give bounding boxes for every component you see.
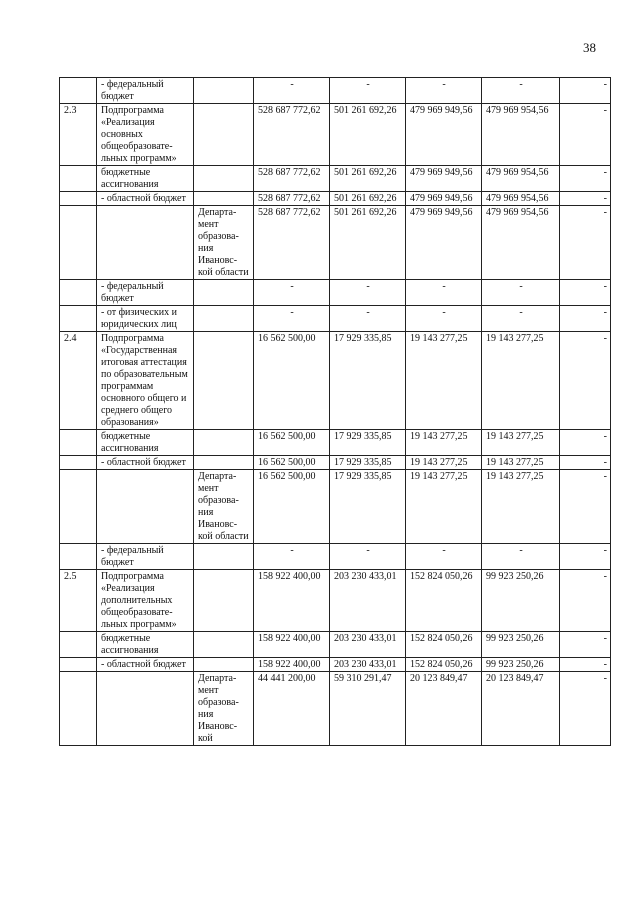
year-3-value-cell: 20 123 849,47 <box>406 672 482 746</box>
year-5-value-cell: - <box>560 672 611 746</box>
indicator-name-cell: - областной бюджет <box>97 658 194 672</box>
year-4-value-cell: 99 923 250,26 <box>482 658 560 672</box>
executor-cell: Департа-мент образова-ния Ивановс-кой области <box>194 470 254 544</box>
year-4-value-cell: - <box>482 78 560 104</box>
executor-cell <box>194 104 254 166</box>
year-1-value-cell: 16 562 500,00 <box>254 456 330 470</box>
year-5-value-cell: - <box>560 206 611 280</box>
indicator-name-cell <box>97 206 194 280</box>
year-4-value-cell: 19 143 277,25 <box>482 332 560 430</box>
year-4-value-cell: 20 123 849,47 <box>482 672 560 746</box>
budget-table-body <box>60 78 611 746</box>
year-5-value-cell: - <box>560 192 611 206</box>
indicator-name-cell: Подпрограмма «Реализация основных общеобразовате-льных программ» <box>97 104 194 166</box>
row-number-cell <box>60 206 97 280</box>
year-2-value-cell: 501 261 692,26 <box>330 192 406 206</box>
year-3-value-cell: 152 824 050,26 <box>406 658 482 672</box>
executor-cell <box>194 570 254 632</box>
executor-cell <box>194 456 254 470</box>
year-1-value-cell: 16 562 500,00 <box>254 470 330 544</box>
year-3-value-cell: 152 824 050,26 <box>406 632 482 658</box>
year-2-value-cell: 59 310 291,47 <box>330 672 406 746</box>
year-3-value-cell: 479 969 949,56 <box>406 206 482 280</box>
year-1-value-cell: - <box>254 544 330 570</box>
year-1-value-cell: 16 562 500,00 <box>254 332 330 430</box>
year-2-value-cell: - <box>330 78 406 104</box>
row-number-cell <box>60 456 97 470</box>
year-4-value-cell: 479 969 954,56 <box>482 104 560 166</box>
year-3-value-cell: 479 969 949,56 <box>406 104 482 166</box>
year-1-value-cell: - <box>254 78 330 104</box>
executor-cell <box>194 632 254 658</box>
year-1-value-cell: 528 687 772,62 <box>254 206 330 280</box>
year-1-value-cell: 158 922 400,00 <box>254 632 330 658</box>
executor-cell <box>194 306 254 332</box>
table-row <box>60 632 611 658</box>
year-3-value-cell: 19 143 277,25 <box>406 332 482 430</box>
row-number-cell <box>60 78 97 104</box>
year-3-value-cell: 19 143 277,25 <box>406 470 482 544</box>
table-row <box>60 166 611 192</box>
executor-cell: Департа-мент образова-ния Ивановс-кой <box>194 672 254 746</box>
year-5-value-cell: - <box>560 456 611 470</box>
table-row <box>60 658 611 672</box>
row-number-cell <box>60 470 97 544</box>
year-3-value-cell: 152 824 050,26 <box>406 570 482 632</box>
year-5-value-cell: - <box>560 632 611 658</box>
indicator-name-cell: Подпрограмма «Реализация дополнительных общеобразовате-льных программ» <box>97 570 194 632</box>
executor-cell <box>194 280 254 306</box>
budget-table <box>59 77 611 746</box>
table-row <box>60 430 611 456</box>
year-2-value-cell: 17 929 335,85 <box>330 456 406 470</box>
year-2-value-cell: - <box>330 280 406 306</box>
year-2-value-cell: 501 261 692,26 <box>330 206 406 280</box>
executor-cell: Департа-мент образова-ния Ивановс-кой области <box>194 206 254 280</box>
row-number-cell <box>60 166 97 192</box>
year-2-value-cell: - <box>330 544 406 570</box>
year-5-value-cell: - <box>560 166 611 192</box>
indicator-name-cell: бюджетные ассигнования <box>97 632 194 658</box>
year-5-value-cell: - <box>560 470 611 544</box>
row-number-cell <box>60 632 97 658</box>
year-1-value-cell: - <box>254 306 330 332</box>
year-2-value-cell: 501 261 692,26 <box>330 104 406 166</box>
indicator-name-cell <box>97 470 194 544</box>
table-row <box>60 570 611 632</box>
year-4-value-cell: - <box>482 544 560 570</box>
indicator-name-cell: - от физических и юридических лиц <box>97 306 194 332</box>
year-4-value-cell: 19 143 277,25 <box>482 456 560 470</box>
year-1-value-cell: 528 687 772,62 <box>254 104 330 166</box>
row-number-cell <box>60 672 97 746</box>
year-5-value-cell: - <box>560 280 611 306</box>
indicator-name-cell: бюджетные ассигнования <box>97 166 194 192</box>
table-row <box>60 306 611 332</box>
year-5-value-cell: - <box>560 544 611 570</box>
table-row <box>60 470 611 544</box>
executor-cell <box>194 332 254 430</box>
year-1-value-cell: 528 687 772,62 <box>254 192 330 206</box>
table-row <box>60 206 611 280</box>
year-2-value-cell: 203 230 433,01 <box>330 658 406 672</box>
table-row <box>60 672 611 746</box>
year-4-value-cell: 479 969 954,56 <box>482 166 560 192</box>
year-4-value-cell: 99 923 250,26 <box>482 570 560 632</box>
year-3-value-cell: - <box>406 280 482 306</box>
year-5-value-cell: - <box>560 104 611 166</box>
indicator-name-cell <box>97 672 194 746</box>
year-5-value-cell: - <box>560 430 611 456</box>
indicator-name-cell: - федеральный бюджет <box>97 544 194 570</box>
year-2-value-cell: 17 929 335,85 <box>330 430 406 456</box>
row-number-cell: 2.3 <box>60 104 97 166</box>
executor-cell <box>194 166 254 192</box>
executor-cell <box>194 658 254 672</box>
year-2-value-cell: 17 929 335,85 <box>330 470 406 544</box>
year-3-value-cell: - <box>406 544 482 570</box>
year-3-value-cell: 479 969 949,56 <box>406 166 482 192</box>
year-2-value-cell: 501 261 692,26 <box>330 166 406 192</box>
year-4-value-cell: 19 143 277,25 <box>482 430 560 456</box>
year-3-value-cell: 19 143 277,25 <box>406 456 482 470</box>
table-row <box>60 78 611 104</box>
table-row <box>60 456 611 470</box>
year-1-value-cell: 16 562 500,00 <box>254 430 330 456</box>
year-1-value-cell: 158 922 400,00 <box>254 658 330 672</box>
year-3-value-cell: 19 143 277,25 <box>406 430 482 456</box>
row-number-cell <box>60 306 97 332</box>
year-4-value-cell: 19 143 277,25 <box>482 470 560 544</box>
year-2-value-cell: 17 929 335,85 <box>330 332 406 430</box>
row-number-cell: 2.5 <box>60 570 97 632</box>
row-number-cell <box>60 544 97 570</box>
year-2-value-cell: 203 230 433,01 <box>330 570 406 632</box>
indicator-name-cell: Подпрограмма «Государственная итоговая аттестация по образовательным программам основного общего и среднего общего образования» <box>97 332 194 430</box>
indicator-name-cell: - областной бюджет <box>97 192 194 206</box>
executor-cell <box>194 192 254 206</box>
year-5-value-cell: - <box>560 306 611 332</box>
year-4-value-cell: 479 969 954,56 <box>482 192 560 206</box>
table-row <box>60 544 611 570</box>
year-5-value-cell: - <box>560 78 611 104</box>
year-1-value-cell: 158 922 400,00 <box>254 570 330 632</box>
year-2-value-cell: - <box>330 306 406 332</box>
year-3-value-cell: - <box>406 306 482 332</box>
row-number-cell <box>60 280 97 306</box>
page-number: 38 <box>583 40 596 55</box>
row-number-cell <box>60 658 97 672</box>
executor-cell <box>194 430 254 456</box>
year-2-value-cell: 203 230 433,01 <box>330 632 406 658</box>
indicator-name-cell: - федеральный бюджет <box>97 280 194 306</box>
year-5-value-cell: - <box>560 658 611 672</box>
row-number-cell: 2.4 <box>60 332 97 430</box>
executor-cell <box>194 544 254 570</box>
year-4-value-cell: 99 923 250,26 <box>482 632 560 658</box>
indicator-name-cell: - областной бюджет <box>97 456 194 470</box>
indicator-name-cell: бюджетные ассигнования <box>97 430 194 456</box>
year-4-value-cell: - <box>482 280 560 306</box>
year-1-value-cell: 44 441 200,00 <box>254 672 330 746</box>
year-3-value-cell: 479 969 949,56 <box>406 192 482 206</box>
year-1-value-cell: - <box>254 280 330 306</box>
table-row <box>60 280 611 306</box>
year-4-value-cell: 479 969 954,56 <box>482 206 560 280</box>
table-row <box>60 104 611 166</box>
table-row <box>60 192 611 206</box>
year-1-value-cell: 528 687 772,62 <box>254 166 330 192</box>
year-5-value-cell: - <box>560 570 611 632</box>
row-number-cell <box>60 192 97 206</box>
year-4-value-cell: - <box>482 306 560 332</box>
indicator-name-cell: - федеральный бюджет <box>97 78 194 104</box>
row-number-cell <box>60 430 97 456</box>
year-3-value-cell: - <box>406 78 482 104</box>
table-row <box>60 332 611 430</box>
year-5-value-cell: - <box>560 332 611 430</box>
executor-cell <box>194 78 254 104</box>
